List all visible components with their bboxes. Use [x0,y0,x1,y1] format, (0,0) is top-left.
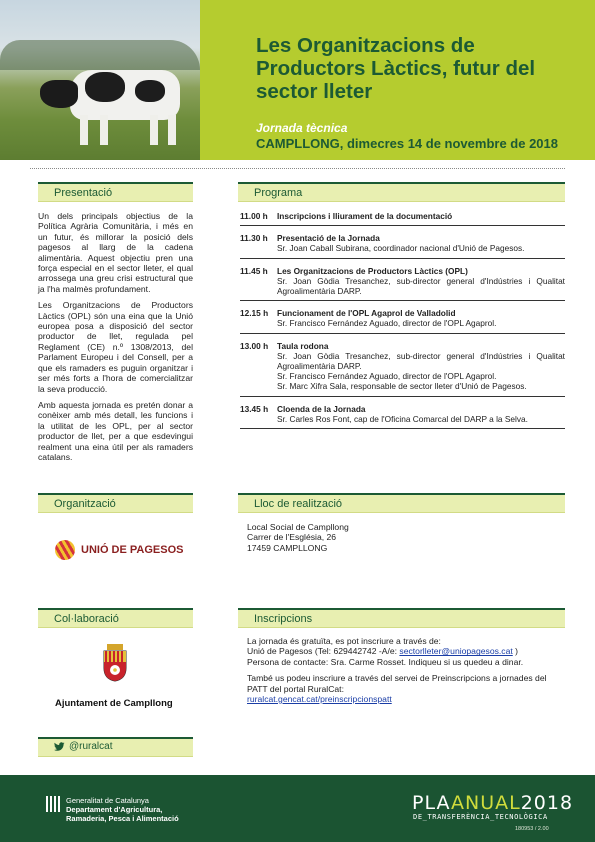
text-line: També us podeu inscriure a través del servei de Preinscripcions a jornades del PATT del portal RuralCat: [247,673,547,694]
logo-part: PLA [412,792,452,814]
event-location-date: CAMPLLONG, dimecres 14 de novembre de 2018 [256,136,558,151]
address-line: Carrer de l'Església, 26 [247,532,337,543]
text-line [247,646,565,656]
programa-time: 11.00 h [240,211,268,221]
programa-title: Cloenda de la Jornada [277,403,366,414]
logo-part: ANUAL [451,792,521,814]
lloc-address [247,522,349,553]
text-line: Departament d'Agricultura, [66,805,163,814]
divider [30,168,565,169]
programa-detail: Sr. Carles Ros Font, cap de l'Oficina Comarcal del DARP a la Selva. [277,413,528,424]
programa-row [240,209,565,226]
programa-time: 12.15 h [240,308,269,319]
section-heading-organitzacio: Organització [38,493,193,513]
programa-body [277,233,565,253]
section-heading-presentacio: Presentació [38,182,193,202]
page-title: Les Organitzacions de Productors Làctics, futur del sector lleter [256,34,536,103]
campllong-shield-icon [102,644,128,682]
programa-detail: Sr. Francisco Fernández Aguado, director de l'OPL Agaprol. [277,318,497,329]
twitter-icon [54,742,65,752]
address-line: 17459 CAMPLLONG [247,542,328,553]
programa-title: Taula rodona [277,340,329,351]
programa-list [240,209,565,434]
section-heading-programa: Programa [238,182,565,202]
section-heading-collaboracio: Col·laboració [38,608,193,628]
twitter-handle[interactable]: @ruralcat [69,741,113,752]
inscripcions-text [247,636,565,704]
unio-pagesos-icon [55,540,75,560]
programa-body [277,211,565,221]
logo-part: 2018 [520,792,574,814]
text-line: La jornada és gratuïta, es pot inscriure a través de: [247,636,441,646]
presentacio-text [38,211,193,468]
text-line: Generalitat de Catalunya [66,796,149,805]
generalitat-icon [46,796,60,812]
ruralcat-link[interactable]: ruralcat.gencat.cat/preinscripcionspatt [247,694,392,705]
social-bar [38,737,193,757]
programa-row [240,306,565,333]
programa-body [277,308,565,328]
email-link[interactable]: sectorlleter@uniopagesos.cat [399,646,513,657]
paragraph: Un dels principals objectius de la Política Agrària Comunitària, i més en un futur, és millorar la posició dels pagesos al llarg de la cadena alimentària. Aquest objectiu pren una força especial en el sector lleter, el qual arrossega una greu crisi estructural que ja l'ha malmès profundament. [38,211,193,294]
programa-time: 11.45 h [240,265,268,276]
ajuntament-logo-text: Ajuntament de Campllong [55,698,173,709]
generalitat-text [66,796,179,823]
address-line: Local Social de Campllong [247,522,349,532]
programa-detail: Sr. Francisco Fernández Aguado, director de l'OPL Agaprol. [277,371,497,382]
programa-time: 13.45 h [240,403,269,414]
programa-time: 13.00 h [240,340,269,351]
document-code: 180953 / 2.00 [515,826,549,832]
pla-anual-logo [412,792,573,814]
unio-pagesos-logo [55,540,183,560]
programa-row [240,264,565,302]
section-heading-lloc: Lloc de realització [238,493,565,513]
section-heading-inscripcions: Inscripcions [238,608,565,628]
programa-body [277,266,565,297]
paragraph: Les Organitzacions de Productors Làctics (OPL) són una eina que la Unió europea posa a disposició del sector productor de llet, regulada pel Reglament (CE) n.º 1308/2013, del Parlament Europeu i del Consell, per a que els ramaders es puguin organitzar i ser més forts a l'hora de comercialitzar la seva producció. [38,300,193,394]
programa-title: Funcionament de l'OPL Agaprol de Valladolid [277,308,456,319]
programa-title: Inscripcions i lliurament de la documentació [277,211,453,221]
programa-body [277,341,565,392]
programa-detail: Sr. Joan Gòdia Tresanchez, sub-director general d'Indústries i Qualitat Agroalimentària DARP. [277,275,565,297]
text-fragment: ) [512,646,518,657]
programa-detail: Sr. Joan Gòdia Tresanchez, sub-director general d'Indústries i Qualitat Agroalimentària DARP. [277,350,565,372]
programa-row [240,339,565,397]
programa-time: 11.30 h [240,233,268,244]
event-type: Jornada tècnica [256,121,348,135]
text-line: Persona de contacte: Sra. Carme Rosset. Indiqueu si us quedeu a dinar. [247,656,524,667]
pla-anual-subtitle: DE_TRANSFERÈNCIA_TECNOLÒGICA [413,813,548,821]
programa-row [240,231,565,258]
programa-row [240,402,565,429]
programa-title: Les Organitzacions de Productors Làctics (OPL) [277,265,468,276]
text-line: Ramaderia, Pesca i Alimentació [66,814,179,823]
programa-body [277,404,565,424]
programa-detail: Sr. Marc Xifra Sala, responsable de sector lleter d'Unió de Pagesos. [277,381,527,392]
paragraph: Amb aquesta jornada es pretén donar a conèixer amb més detall, les funcions i la utilitat de les OPL, per al sector productor de llet, per a que esdevingui realment una eina útil per als ramaders catalans. [38,399,193,462]
text-fragment: Unió de Pagesos (Tel: 629442742 -A/e: [247,646,400,657]
programa-title: Presentació de la Jornada [277,233,380,244]
hero-cow-photo [0,0,200,160]
unio-pagesos-logo-text: UNIÓ DE PAGESOS [81,544,184,556]
programa-detail: Sr. Joan Caball Subirana, coordinador nacional d'Unió de Pagesos. [277,243,525,254]
